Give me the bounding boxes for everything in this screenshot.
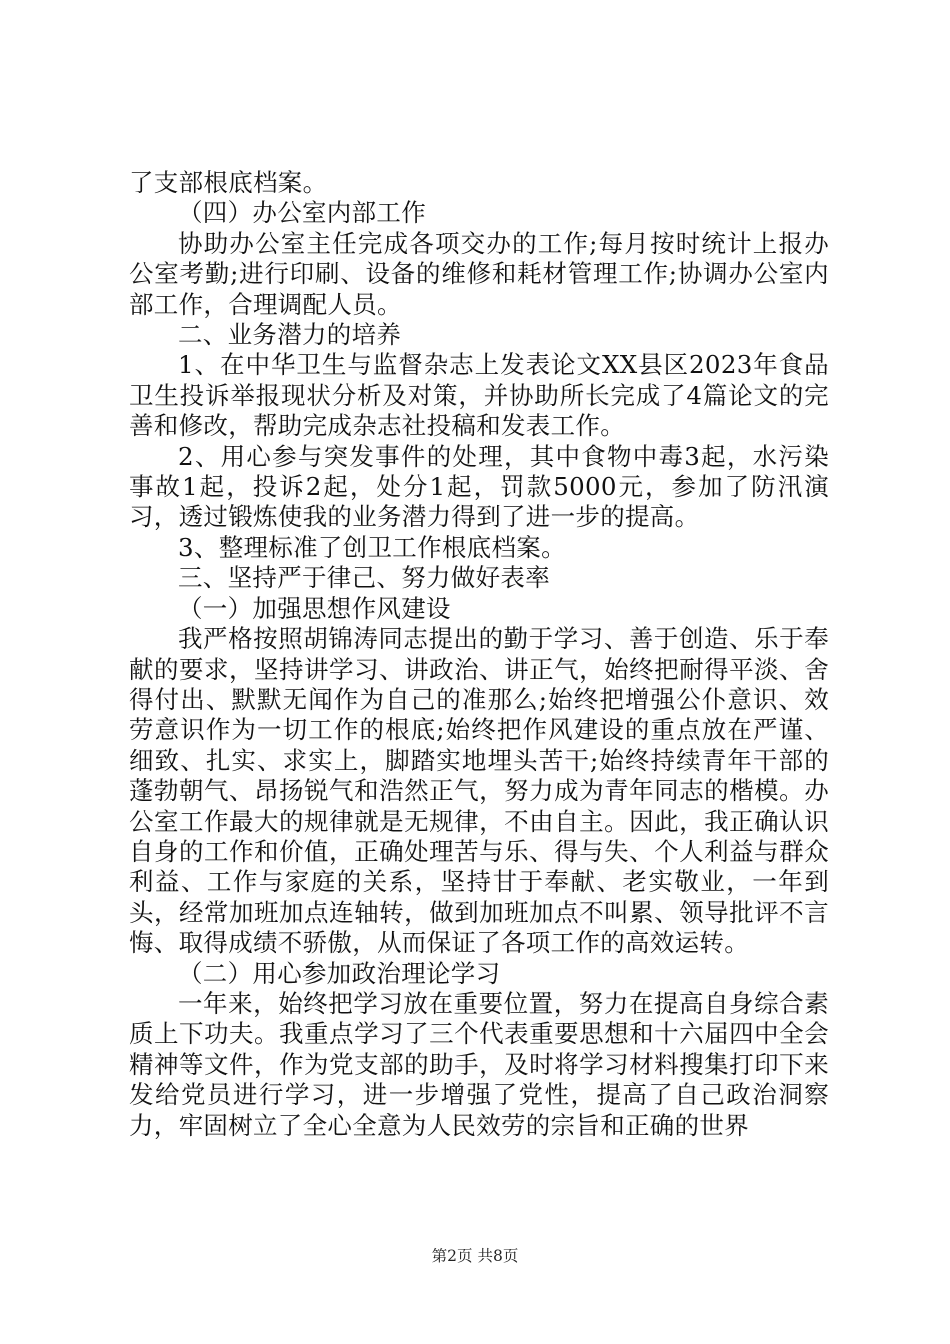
section-heading: （一）加强思想作风建设 xyxy=(178,593,451,623)
document-body xyxy=(129,168,829,1141)
page-number-footer: 第2页 共8页 xyxy=(431,1247,519,1265)
section-heading: 三、坚持严于律己、努力做好表率 xyxy=(178,563,550,593)
paragraph: 协助办公室主任完成各项交办的工作;每月按时统计上报办公室考勤;进行印刷、设备的维修和耗材管理工作;协调办公室内部工作，合理调配人员。 xyxy=(129,228,829,319)
section-heading: （二）用心参加政治理论学习 xyxy=(178,958,501,988)
paragraph: 了支部根底档案。 xyxy=(129,168,328,197)
paragraph: 1、在中华卫生与监督杂志上发表论文XX县区2023年食品卫生投诉举报现状分析及对策，并协助所长完成了4篇论文的完善和修改，帮助完成杂志社投稿和发表工作。 xyxy=(129,350,829,441)
section-heading: （四）办公室内部工作 xyxy=(178,198,426,228)
paragraph: 3、整理标准了创卫工作根底档案。 xyxy=(178,532,566,562)
section-heading: 二、业务潜力的培养 xyxy=(178,320,402,350)
paragraph: 一年来，始终把学习放在重要位置，努力在提高自身综合素质上下功夫。我重点学习了三个代表重要思想和十六届四中全会精神等文件，作为党支部的助手，及时将学习材料搜集打印下来发给党员进行学习，进一步增强了党性，提高了自己政治洞察力，牢固树立了全心全意为人民效劳的宗旨和正确的世界 xyxy=(129,988,829,1140)
paragraph: 我严格按照胡锦涛同志提出的勤于学习、善于创造、乐于奉献的要求，坚持讲学习、讲政治、讲正气，始终把耐得平淡、舍得付出、默默无闻作为自己的准那么;始终把增强公仆意识、效劳意识作为一切工作的根底;始终把作风建设的重点放在严谨、细致、扎实、求实上，脚踏实地埋头苦干;始终持续青年干部的蓬勃朝气、昂扬锐气和浩然正气，努力成为青年同志的楷模。办公室工作最大的规律就是无规律，不由自主。因此，我正确认识自身的工作和价值，正确处理苦与乐、得与失、个人利益与群众利益、工作与家庭的关系，坚持甘于奉献、老实敬业，一年到头，经常加班加点连轴转，做到加班加点不叫累、领导批评不言悔、取得成绩不骄傲，从而保证了各项工作的高效运转。 xyxy=(129,624,829,958)
paragraph: 2、用心参与突发事件的处理，其中食物中毒3起，水污染事故1起，投诉2起，处分1起，罚款5000元，参加了防汛演习，透过锻炼使我的业务潜力得到了进一步的提高。 xyxy=(129,441,829,532)
